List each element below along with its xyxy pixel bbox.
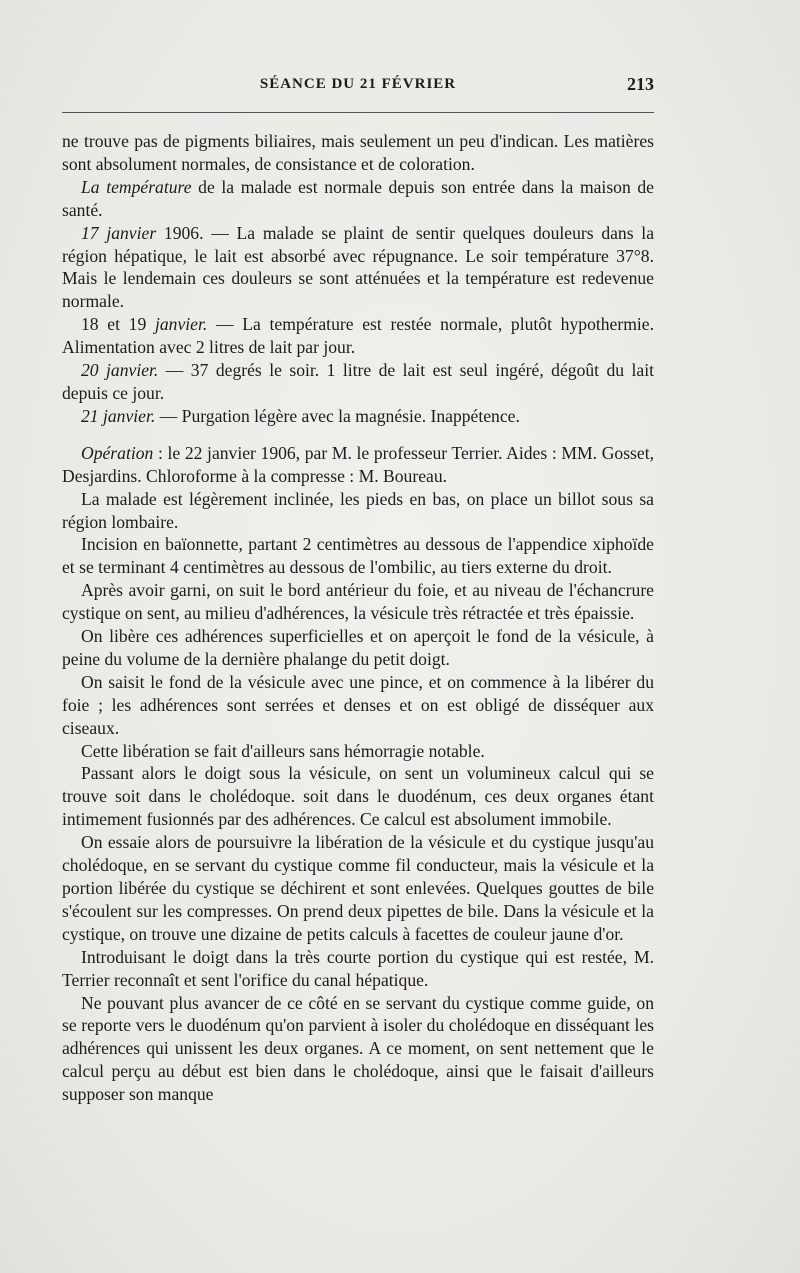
paragraph-text: Introduisant le doigt dans la très courte portion du cystique qui est restée, M. Terrier reconnaît et sent l'orifice du canal hépatique.: [62, 946, 654, 990]
paragraph-text: Cette libération se fait d'ailleurs sans hémorragie notable.: [81, 740, 485, 761]
page-header: [62, 76, 654, 100]
paragraph-text: : le 22 janvier 1906, par M. le professeur Terrier. Aides : MM. Gosset, Desjardins. Chloroforme à la compresse : M. Boureau.: [62, 442, 654, 486]
paragraph: [62, 222, 654, 314]
paragraph-text: de la malade est normale depuis son entrée dans la maison de santé.: [62, 176, 654, 220]
paragraph: [62, 488, 654, 534]
paragraph-text: La malade est légèrement inclinée, les pieds en bas, on place un billot sous sa région lombaire.: [62, 488, 654, 532]
paragraph: [62, 359, 654, 405]
paragraph: [62, 579, 654, 625]
paragraph: [62, 533, 654, 579]
italic-lead: 21 janvier.: [81, 405, 156, 426]
paragraph: [62, 946, 654, 992]
paragraph: [62, 762, 654, 831]
paragraph-text: 1906. — La malade se plaint de sentir quelques douleurs dans la région hépatique, le lait est absorbé avec répugnance. Le soir température 37°8. Mais le lendemain ces douleurs se sont atténuées et la température est redevenue normale.: [62, 222, 655, 312]
paragraph: [62, 130, 654, 176]
paragraph-text: On libère ces adhérences superficielles et on aperçoit le fond de la vésicule, à peine du volume de la dernière phalange du petit doigt.: [62, 626, 654, 669]
paragraph: [62, 740, 654, 763]
italic-lead: 17 janvier: [81, 222, 157, 243]
page-number: 213: [627, 74, 654, 94]
paragraph: [62, 992, 654, 1107]
paragraph-text: — La température est restée normale, plutôt hypothermie. Alimentation avec 2 litres de lait par jour.: [62, 314, 654, 358]
paragraph: [62, 625, 654, 671]
paragraph-text: On essaie alors de poursuivre la libération de la vésicule et du cystique jusqu'au cholédoque, en se servant du cystique comme fil conducteur, mais la vésicule et la portion libérée du cystique se déchirent et sont enlevées. Quelques gouttes de bile s'écoulent sur les compresses. On prend deux pipettes de bile. Dans la vésicule et la cystique, on trouve une dizaine de petits calculs à facettes de couleur jaune d'or.: [62, 832, 654, 944]
paragraph: [62, 405, 654, 428]
paragraph-text: ne trouve pas de pigments biliaires, mais seulement un peu d'indican. Les matières sont absolument normales, de consistance et de coloration.: [62, 131, 654, 174]
header-rule: [62, 112, 654, 113]
paragraph-text: Passant alors le doigt sous la vésicule, on sent un volumineux calcul qui se trouve soit dans le cholédoque. soit dans le duodénum, ces deux organes étant intimement fusionnés par des adhérences. Ce calcul est absolument immobile.: [62, 763, 654, 830]
paragraph-text: On saisit le fond de la vésicule avec une pince, et on commence à la libérer du foie ; les adhérences sont serrées et denses et on est obligé de disséquer aux ciseaux.: [62, 671, 654, 738]
paragraph: [62, 442, 654, 488]
paragraph: [62, 176, 654, 222]
paragraph-text: 18 et 19: [81, 314, 155, 335]
running-title: SÉANCE DU 21 FÉVRIER: [259, 76, 457, 92]
paragraph: [62, 313, 654, 359]
italic-lead: La température: [81, 176, 192, 197]
paragraph-text: Après avoir garni, on suit le bord antérieur du foie, et au niveau de l'échancrure cystique on sent, au milieu d'adhérences, la vésicule très rétractée et très épaissie.: [62, 580, 654, 624]
paragraph-text: Ne pouvant plus avancer de ce côté en se servant du cystique comme guide, on se reporte vers le duodénum qu'on parvient à isoler du cholédoque en disséquant les adhérences qui unissent les deux organes. A ce moment, on sent nettement que le calcul perçu au début est bien dans le cholédoque, ainsi que le faisait d'ailleurs supposer son manque: [62, 992, 654, 1105]
paragraph-text: — Purgation légère avec la magnésie. Inappétence.: [155, 405, 520, 426]
italic-lead: 20 janvier.: [81, 360, 159, 381]
body-text: [62, 130, 654, 1106]
paragraph: [62, 831, 654, 946]
paragraph-text: — 37 degrés le soir. 1 litre de lait est seul ingéré, dégoût du lait depuis ce jour.: [62, 360, 654, 403]
italic-lead: Opération: [81, 442, 154, 463]
paragraph-text: Incision en baïonnette, partant 2 centimètres au dessous de l'appendice xiphoïde et se terminant 4 centimètres au dessous de l'ombilic, au tiers externe du droit.: [62, 534, 654, 578]
paragraph: [62, 671, 654, 740]
italic-lead: janvier.: [154, 314, 208, 335]
